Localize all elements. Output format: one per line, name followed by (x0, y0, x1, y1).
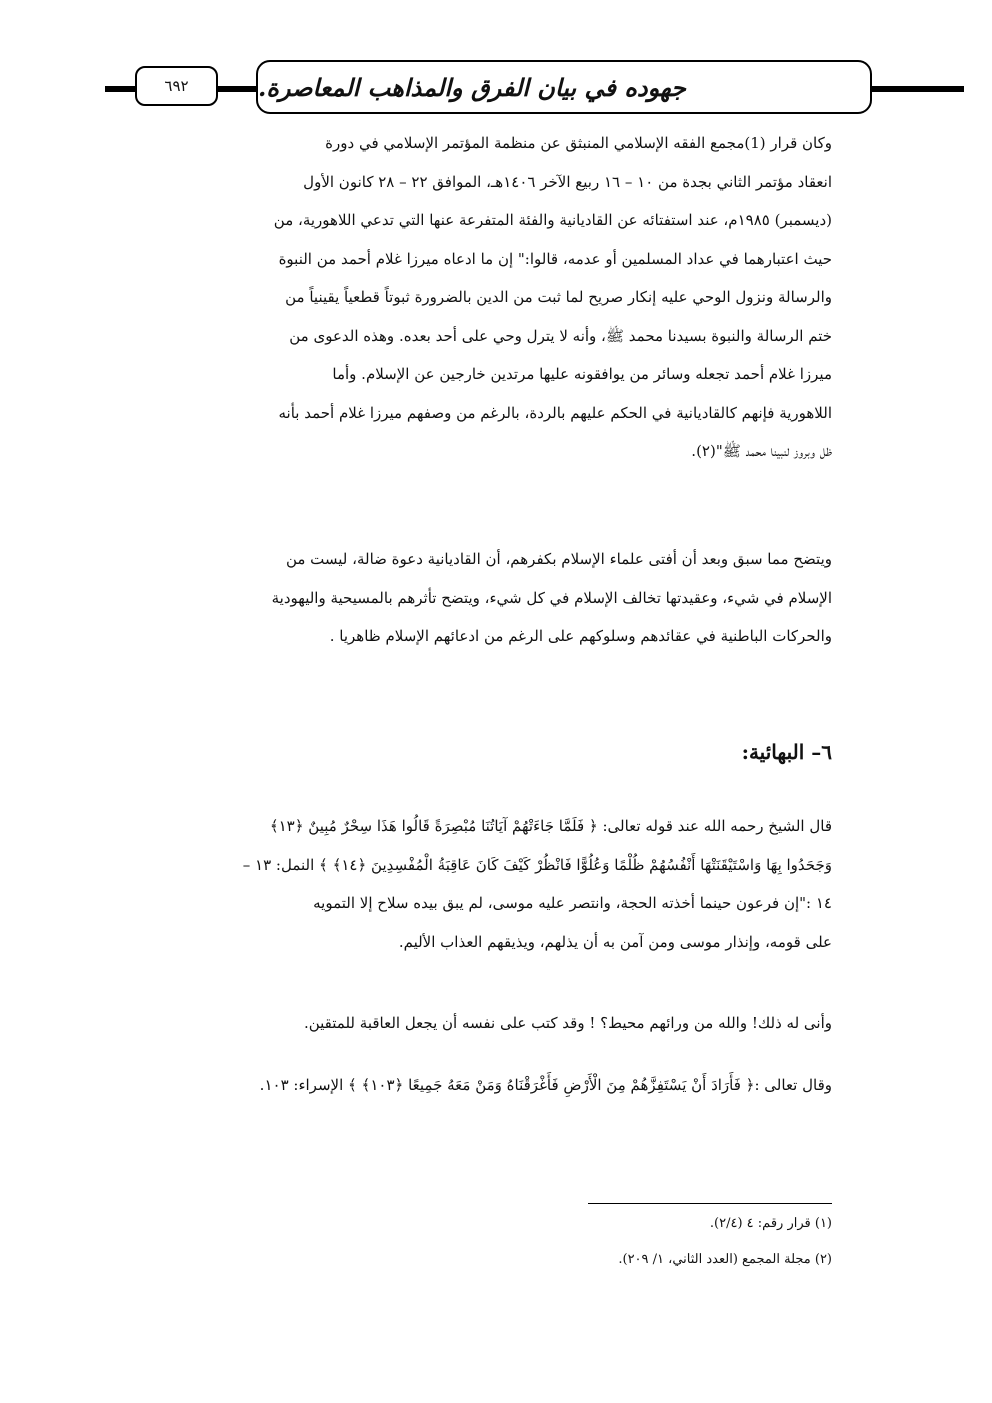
footnote-2: (٢) مجلة المجمع (العدد الثاني، ١/ ٢٠٩). (618, 1252, 832, 1267)
footnote-separator (588, 1203, 832, 1204)
text-line: والرسالة ونزول الوحي عليه إنكار صريح لما ثبت من الدين بالضرورة ثبوتاً قطعياً يقينياً من (285, 288, 832, 306)
paragraph-remark (120, 1004, 832, 1043)
running-title: جهوده في بيان الفرق والمذاهب المعاصرة. (256, 60, 872, 114)
page-number: ٦٩٢ (135, 66, 218, 106)
header-rule-left (105, 86, 135, 92)
text-line: الإسلام في شيء، وعقيدتها تخالف الإسلام في كل شيء، ويتضح تأثرهم بالمسيحية واليهودية (271, 588, 832, 607)
text-line: والحركات الباطنية في عقائدهم وسلوكهم على الرغم من ادعائهم الإسلام ظاهريا . (329, 627, 832, 645)
text-line: ظل وبروز لنبينا محمد ﷺ"(٢). (691, 442, 832, 460)
text-line: اللاهورية فإنهم كالقاديانية في الحكم عليهم بالردة، بالرغم من وصفهم ميرزا غلام أحمد بأنه (278, 403, 832, 422)
text-line: ويتضح مما سبق وبعد أن أفتى علماء الإسلام بكفرهم، أن القاديانية دعوة ضالة، ليست من (285, 550, 832, 568)
text-line: حيث اعتبارهما في عداد المسلمين أو عدمه، قالوا:" إن ما ادعاه ميرزا غلام أحمد من النبوة (278, 249, 832, 268)
text-line: على قومه، وإنذار موسى ومن آمن به أن يذلهم، ويذيقهم العذاب الأليم. (398, 932, 832, 951)
text-line: قال الشيخ رحمه الله عند قوله تعالى: ﴿ فَلَمَّا جَاءَتْهُمْ آيَاتُنَا مُبْصِرَةً قَالُوا هَذَا سِحْرٌ مُبِينٌ ﴿١٣﴾ (269, 817, 832, 835)
paragraph-conclusion (120, 540, 832, 656)
paragraph-qadiani-ruling (120, 124, 832, 471)
header-rule-middle (218, 86, 256, 92)
text-line: (ديسمبر) ١٩٨٥م، عند استفتائه عن القاديانية والفئة المتفرعة عنها التي تدعي اللاهورية، من (273, 211, 832, 229)
text-line: ختم الرسالة والنبوة بسيدنا محمد ﷺ، وأنه لا يترل وحي على أحد بعده. وهذه الدعوى من (289, 326, 832, 345)
text-line: وَجَحَدُوا بِهَا وَاسْتَيْقَنَتْهَا أَنْفُسُهُمْ ظُلْمًا وَعُلُوًّا فَانْظُرْ كَيْفَ كَانَ عَاقِبَةُ الْمُفْسِدِينَ ﴿١٤﴾ ﴾ النمل: ١٣ – (242, 855, 832, 874)
text-line: ١٤ :"إن فرعون حينما أخذته الحجة، وانتصر عليه موسى، لم يبق بيده سلاح إلا التمويه (313, 894, 832, 912)
text-line: انعقاد مؤتمر الثاني بجدة من ١٠ – ١٦ ربيع الآخر ١٤٠٦هـ، الموافق ٢٢ – ٢٨ كانون الأول (303, 172, 832, 191)
text-line: وكان قرار (1)مجمع الفقه الإسلامي المنبثق عن منظمة المؤتمر الإسلامي في دورة (325, 134, 832, 152)
section-heading: ٦– البهائية: (741, 740, 832, 764)
text-line: ميرزا غلام أحمد تجعله وسائر من يوافقونه عليها مرتدين خارجين عن الإسلام. وأما (332, 365, 832, 383)
text-line: وأنى له ذلك! والله من ورائهم محيط؟ ! وقد كتب على نفسه أن يجعل العاقبة للمتقين. (303, 1014, 832, 1032)
footnote-1: (١) قرار رقم: ٤ (٢/٤). (709, 1216, 832, 1231)
header-rule-right (872, 86, 964, 92)
text-line: وقال تعالى :﴿ فَأَرَادَ أَنْ يَسْتَفِزَّهُمْ مِنَ الْأَرْضِ فَأَغْرَقْنَاهُ وَمَنْ مَعَهُ جَمِيعًا ﴿١٠٣﴾ ﴾ الإسراء: ١٠٣. (259, 1076, 832, 1094)
paragraph-quran-commentary (120, 807, 832, 961)
paragraph-verse-isra (120, 1066, 832, 1105)
